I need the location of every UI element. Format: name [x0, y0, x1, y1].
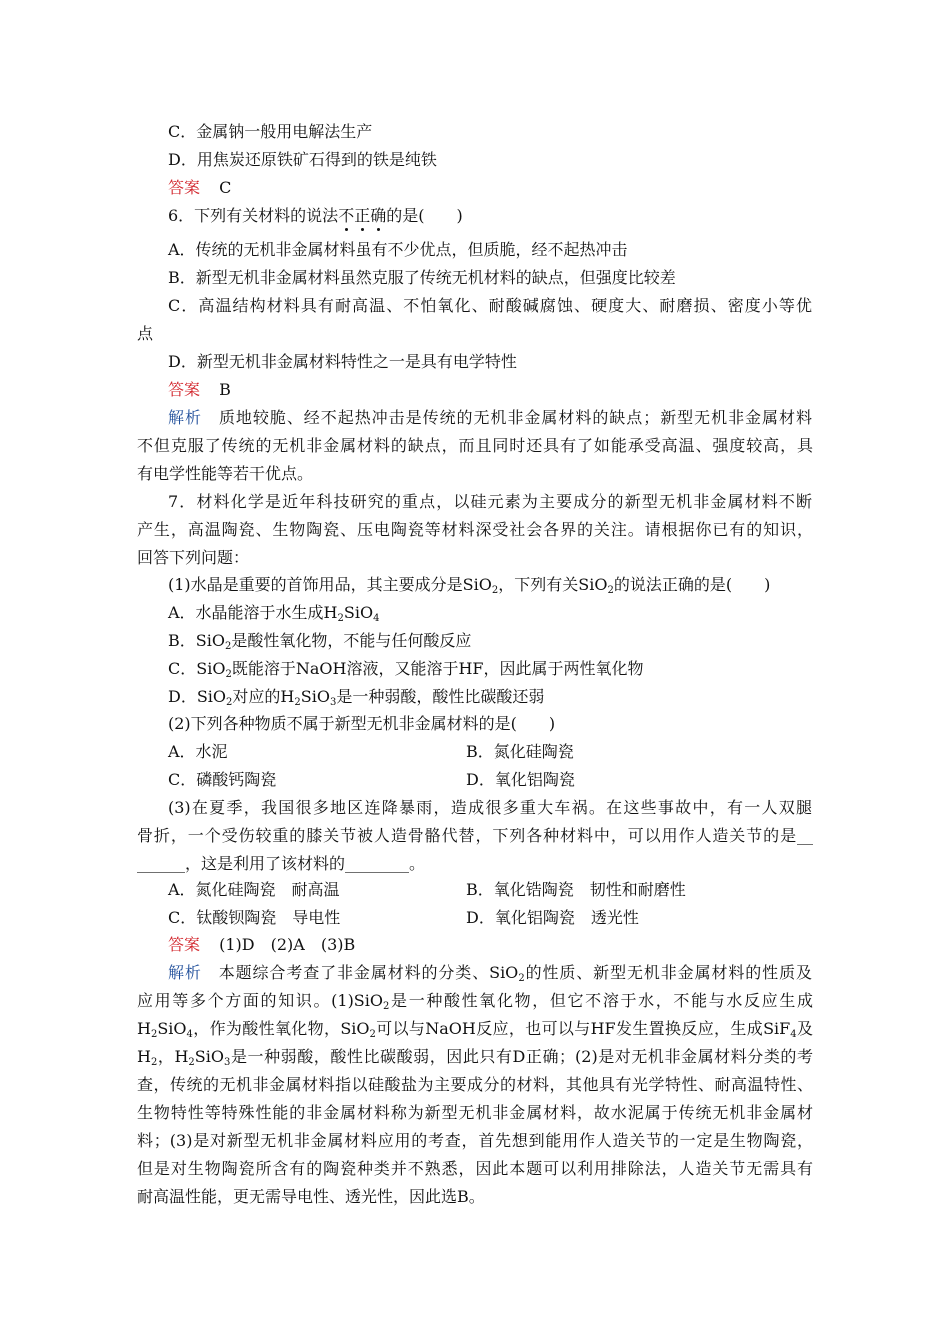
q7-part3-option-d: D．氧化铝陶瓷 透光性	[466, 908, 639, 927]
q7-part2-option-b: B．氮化硅陶瓷	[466, 742, 574, 761]
q7-answer	[168, 935, 355, 955]
q7-analysis-line: 耐高温性能，更无需导电性、透光性，因此选B。	[137, 1187, 485, 1206]
emphasis-dot-char: 不	[338, 206, 355, 225]
q6-option-d: D．新型无机非金属材料特性之一是具有电学特性	[168, 352, 517, 371]
q6-option-c-cont: 点	[137, 324, 154, 343]
q5-option-c: C．金属钠一般用电解法生产	[168, 122, 373, 141]
q7-part3-stem-line: 骨折，一个受伤较重的膝关节被人造骨骼代替，下列各种材料中，可以用作人造关节的是__	[137, 826, 813, 845]
q7-analysis-line: $H_2$，$H_2SiO_3$是一种弱酸，酸性比碳酸弱，因此只有D正确；(2)是对无机非金属材料分类的考	[137, 1047, 813, 1068]
q5-option-d: D．用焦炭还原铁矿石得到的铁是纯铁	[168, 150, 437, 169]
q7-analysis: 解析 本题综合考查了非金属材料的分类、SiO$_2$的性质、新型无机非金属材料的性质及	[168, 963, 812, 984]
answer-label: 答案	[168, 380, 201, 399]
q7-stem-line: 回答下列问题：	[137, 548, 250, 567]
q6-answer	[168, 380, 231, 400]
q6-analysis: 解析 质地较脆、经不起热冲击是传统的无机非金属材料的缺点；新型无机非金属材料	[168, 408, 812, 427]
q7-stem-line: 产生，高温陶瓷、生物陶瓷、压电陶瓷等材料深受社会各界的关注。请根据你已有的知识，	[137, 520, 813, 539]
q7-part3-stem: (3)在夏季，我国很多地区连降暴雨，造成很多重大车祸。在这些事故中，有一人双腿	[168, 798, 812, 817]
q7-part1-stem: (1)水晶是重要的首饰用品，其主要成分是SiO$_2$，下列有关SiO$_2$的说法正确的是( )	[168, 575, 771, 596]
q6-analysis-line: 有电学性能等若干优点。	[137, 464, 314, 483]
q7-analysis-line: 生物特性等特殊性能的非金属材料称为新型无机非金属材料，故水泥属于传统无机非金属材	[137, 1103, 813, 1122]
q7-part1-option-c: C．SiO$_2$既能溶于NaOH溶液，又能溶于HF，因此属于两性氧化物	[168, 659, 644, 680]
answer-label: 答案	[168, 178, 201, 197]
q7-part3-stem-line: ______，这是利用了该材料的________。	[137, 854, 426, 873]
answer-value: C	[219, 178, 232, 197]
q7-part3-option-c: C．钛酸钡陶瓷 导电性	[168, 908, 341, 927]
answer-value: B	[219, 380, 231, 399]
q7-analysis-line: 但是对生物陶瓷所含有的陶瓷种类并不熟悉，因此本题可以利用排除法，人造关节无需具有	[137, 1159, 813, 1178]
emphasis-dot-char: 确	[370, 206, 387, 225]
q6-option-b: B．新型无机非金属材料虽然克服了传统无机材料的缺点，但强度比较差	[168, 268, 676, 287]
q7-analysis-line: 应用等多个方面的知识。(1)SiO$_2$是一种酸性氧化物，但它不溶于水，不能与水反应生成	[137, 991, 813, 1012]
q5-answer	[168, 178, 231, 198]
q7-part1-option-d: D．SiO$_2$对应的$H_2SiO_3$是一种弱酸，酸性比碳酸还弱	[168, 687, 545, 708]
q7-analysis-line: 查，传统的无机非金属材料指以硅酸盐为主要成分的材料，其他具有光学特性、耐高温特性、	[137, 1075, 813, 1094]
q6-analysis-line: 不但克服了传统的无机非金属材料的缺点，而且同时还具有了如能承受高温、强度较高，具	[137, 436, 813, 455]
q7-part2-option-a: A．水泥	[168, 742, 228, 761]
analysis-label: 解析	[168, 963, 202, 982]
q7-part2-option-d: D．氧化铝陶瓷	[466, 770, 575, 789]
q7-part2-stem: (2)下列各种物质不属于新型无机非金属材料的是( )	[168, 714, 556, 733]
answer-value: (1)D (2)A (3)B	[219, 935, 356, 954]
analysis-label: 解析	[168, 408, 202, 427]
q7-part1-option-b: B．SiO$_2$是酸性氧化物，不能与任何酸反应	[168, 631, 472, 652]
q7-part1-option-a: A．水晶能溶于水生成$H_2SiO_4$	[168, 603, 380, 624]
q7-analysis-line: 料；(3)是对新型无机非金属材料应用的考查，首先想到能用作人造关节的一定是生物陶瓷，	[137, 1131, 813, 1150]
q6-option-a: A．传统的无机非金属材料虽有不少优点，但质脆，经不起热冲击	[168, 240, 628, 259]
q6-stem: 6．下列有关材料的说法不正确的是( )	[168, 206, 463, 225]
q7-analysis-line: $H_2SiO_4$，作为酸性氧化物，SiO$_2$可以与NaOH反应，也可以与HF发生置换反应，生成SiF$_4$及	[137, 1019, 813, 1040]
q7-part3-option-b: B．氧化锆陶瓷 韧性和耐磨性	[466, 880, 686, 899]
q7-stem: 7．材料化学是近年科技研究的重点，以硅元素为主要成分的新型无机非金属材料不断	[168, 492, 812, 511]
q6-option-c: C．高温结构材料具有耐高温、不怕氧化、耐酸碱腐蚀、硬度大、耐磨损、密度小等优	[168, 296, 812, 315]
q7-part2-option-c: C．磷酸钙陶瓷	[168, 770, 277, 789]
q7-part3-option-a: A．氮化硅陶瓷 耐高温	[168, 880, 340, 899]
answer-label: 答案	[168, 935, 201, 954]
emphasis-dot-char: 正	[354, 206, 371, 225]
